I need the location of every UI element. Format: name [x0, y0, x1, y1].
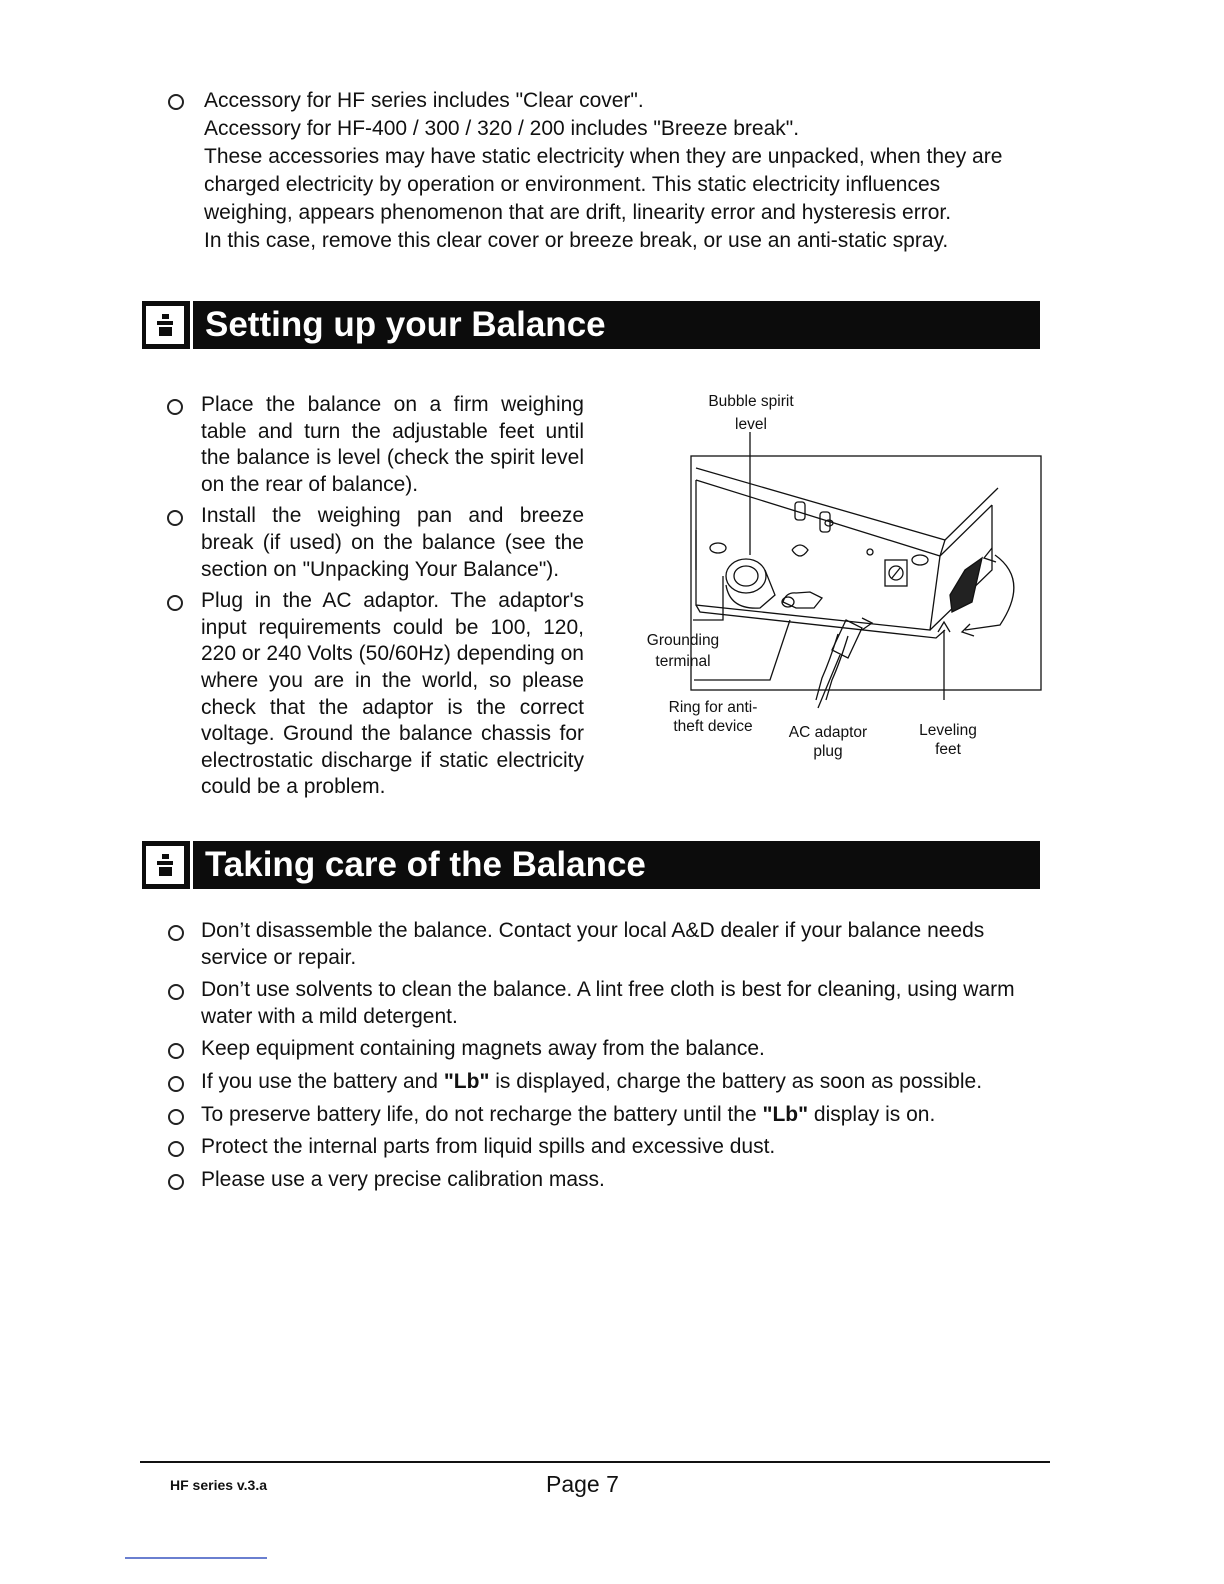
lb-indicator: "Lb": [443, 1069, 490, 1093]
section-header-setup: [142, 301, 1040, 349]
lb-indicator: "Lb": [762, 1102, 809, 1126]
bullet-icon: [168, 1174, 184, 1190]
bullet-icon: [167, 510, 183, 526]
list-item: Please use a very precise calibration mass.: [201, 1167, 1041, 1194]
list-item: To preserve battery life, do not recharge the battery until the "Lb" display is on.: [201, 1102, 1041, 1129]
label-bubble-spirit-level: Bubble spirit level: [708, 393, 794, 433]
intro-line: In this case, remove this clear cover or breeze break, or use an anti-static spray.: [204, 229, 949, 252]
bullet-icon: [168, 1141, 184, 1157]
bullet-icon: [168, 1076, 184, 1092]
intro-line: These accessories may have static electricity when they are unpacked, when they are: [204, 145, 1003, 168]
label-ac-adaptor-plug: AC adaptor plug: [788, 724, 868, 760]
bullet-icon: [167, 399, 183, 415]
label-anti-theft-ring: Ring for anti- theft device: [668, 699, 758, 735]
footer-divider: [140, 1461, 1050, 1463]
banner-divider: [190, 301, 193, 349]
bullet-icon: [168, 984, 184, 1000]
label-grounding-terminal: Grounding terminal: [646, 632, 720, 670]
balance-icon: [146, 306, 184, 344]
intro-line: Accessory for HF-400 / 300 / 320 / 200 includes "Breeze break".: [204, 117, 800, 140]
bullet-icon: [168, 1109, 184, 1125]
list-item: Keep equipment containing magnets away from the balance.: [201, 1036, 1041, 1063]
list-item: Place the balance on a firm weighing table and turn the adjustable feet until the balance is level (check the spirit level on the rear of balance).: [201, 392, 584, 498]
banner-divider: [190, 841, 193, 889]
list-item: Protect the internal parts from liquid spills and excessive dust.: [201, 1134, 1041, 1161]
bullet-icon: [168, 94, 184, 110]
list-item: Don’t disassemble the balance. Contact your local A&D dealer if your balance needs service or repair.: [201, 918, 1041, 971]
list-item: If you use the battery and "Lb" is displayed, charge the battery as soon as possible.: [201, 1069, 1041, 1096]
section-header-care: [142, 841, 1040, 889]
section-title: Setting up your Balance: [205, 305, 606, 344]
section-title: Taking care of the Balance: [205, 845, 646, 884]
intro-line: charged electricity by operation or environment. This static electricity influences: [204, 173, 941, 196]
page-number: Page 7: [546, 1471, 619, 1497]
intro-paragraph: [204, 87, 1044, 255]
bullet-icon: [167, 595, 183, 611]
bullet-icon: [168, 1043, 184, 1059]
balance-icon: [146, 846, 184, 884]
list-item: Install the weighing pan and breeze break (if used) on the balance (see the section on "Unpacking Your Balance").: [201, 503, 584, 583]
bottom-edge-mark: [125, 1557, 267, 1559]
setup-instructions: [201, 392, 584, 806]
list-item: Don’t use solvents to clean the balance. A lint free cloth is best for cleaning, using warm water with a mild detergent.: [201, 977, 1041, 1030]
intro-line: weighing, appears phenomenon that are drift, linearity error and hysteresis error.: [204, 201, 952, 224]
care-list: [201, 918, 1041, 1199]
list-item: Plug in the AC adaptor. The adaptor's input requirements could be 100, 120, 220 or 240 Volts (50/60Hz) depending on where you are in the world, so please check that the adaptor is the correct voltage. Ground the balance chassis for electrostatic discharge if static electricity could be a problem.: [201, 588, 584, 801]
label-leveling-feet: Leveling feet: [919, 722, 977, 758]
doc-version: HF series v.3.a: [170, 1477, 268, 1493]
intro-line: Accessory for HF series includes "Clear cover".: [204, 89, 644, 112]
bullet-icon: [168, 925, 184, 941]
